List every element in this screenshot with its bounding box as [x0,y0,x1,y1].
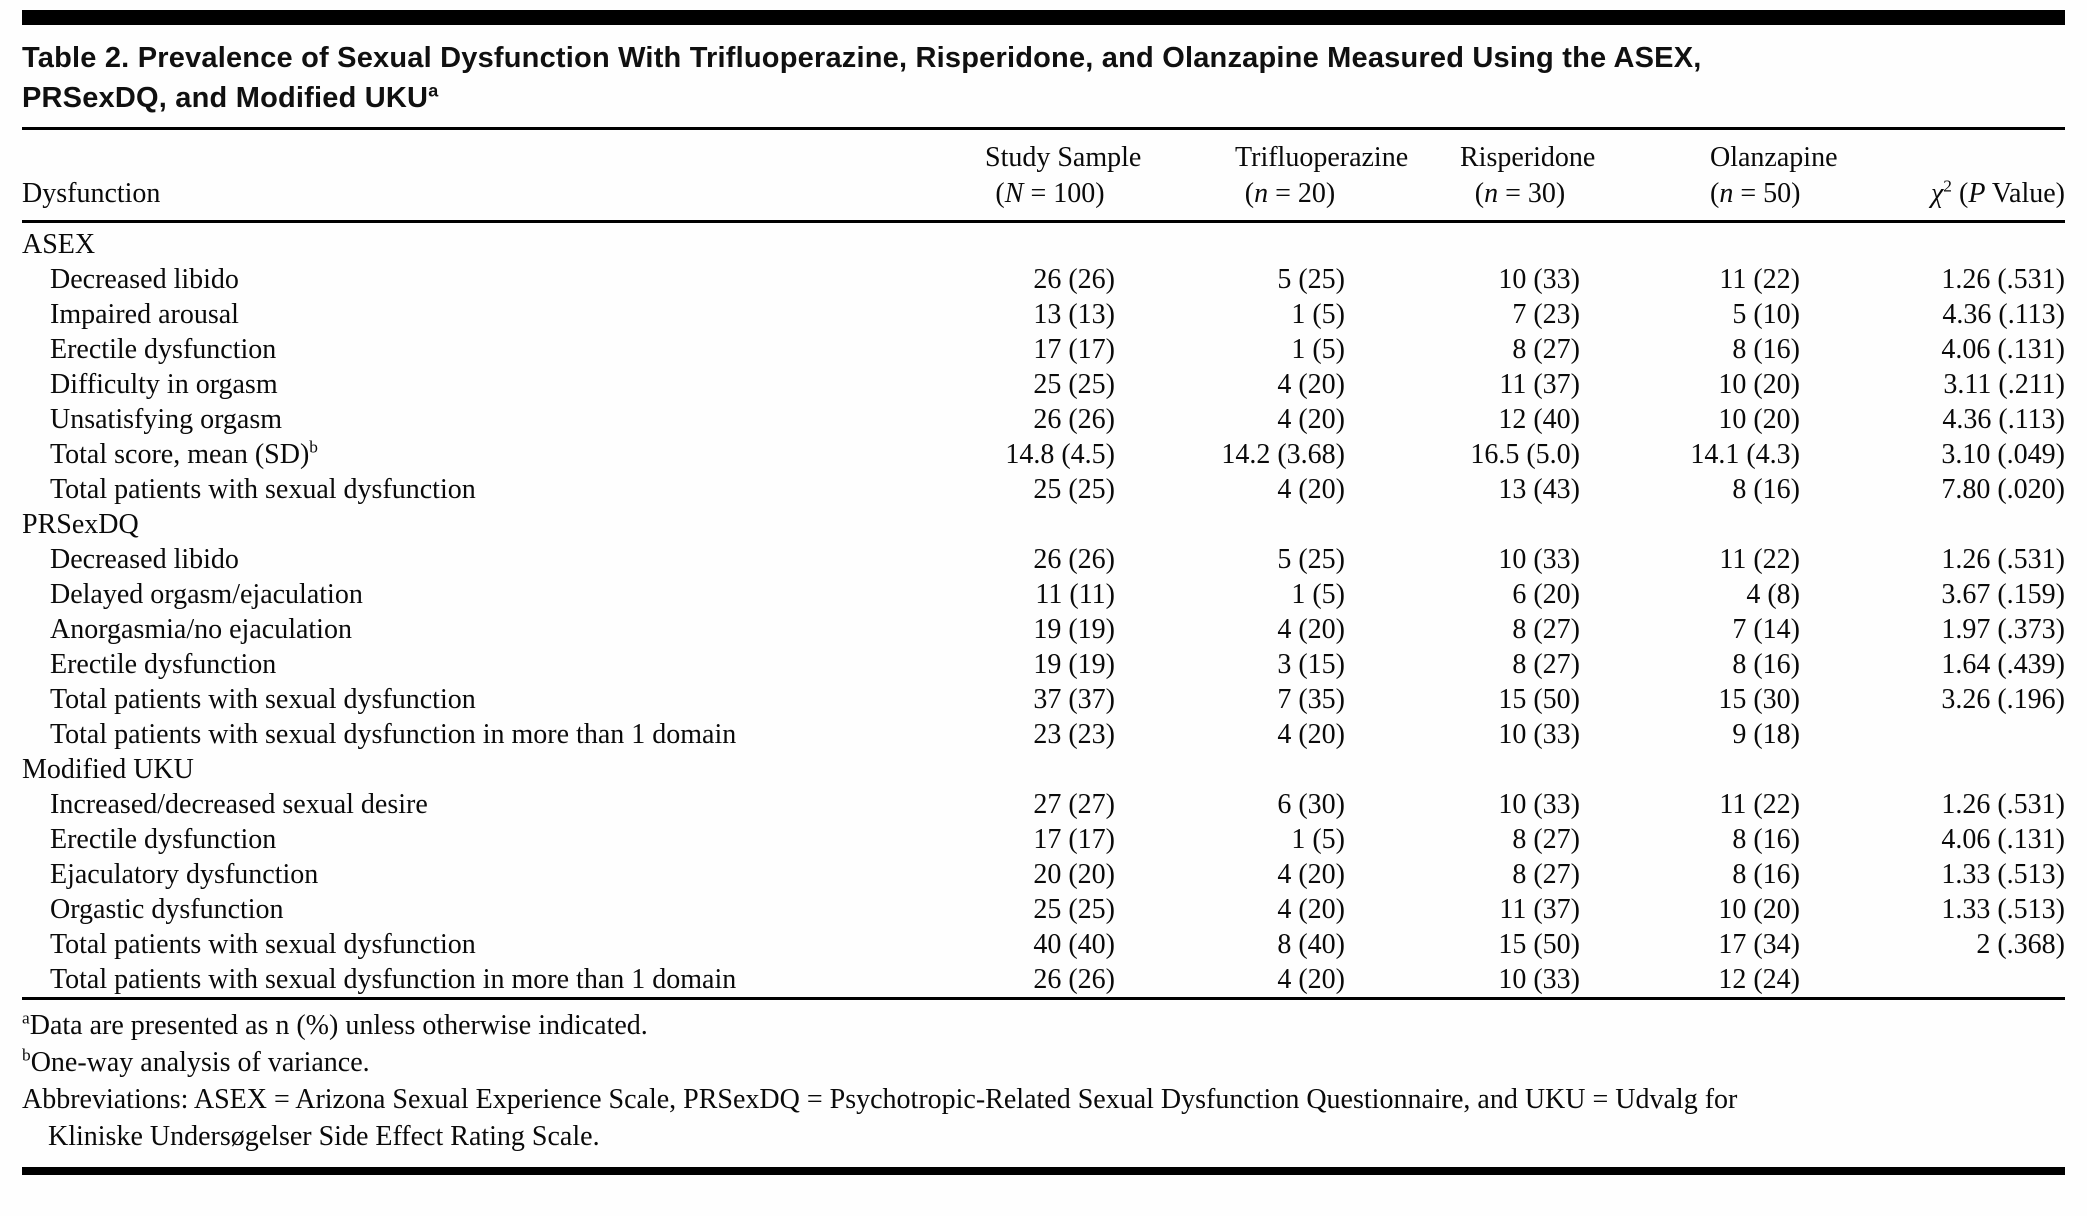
value-cell: 1 (5) [1291,579,1345,610]
value-cell: 7 (35) [1277,684,1345,715]
value-cell: 9 (18) [1732,719,1800,750]
value-cell: 14.2 (3.68) [1221,439,1345,470]
value-cell: 3.67 (.159) [1941,579,2065,610]
footnote-marker: a [22,1008,30,1028]
value-cell: 1.26 (.531) [1941,544,2065,575]
value-cell: 12 (24) [1718,964,1800,995]
value-cell: 16.5 (5.0) [1470,439,1580,470]
table-header [22,130,2065,222]
value-cell: 17 (17) [1033,824,1115,855]
value-cell [1800,962,2065,997]
value-cell: 4.06 (.131) [1941,824,2065,855]
table-title-line2: PRSexDQ, and Modified UKU$^a$ [22,80,439,114]
row-label: Anorgasmia/no ejaculation [50,614,352,645]
table-row [22,332,2065,367]
value-cell: 12 (40) [1498,404,1580,435]
table-row [22,962,2065,997]
value-cell: 8 (27) [1512,614,1580,645]
value-cell: 7.80 (.020) [1941,474,2065,505]
table-row [22,927,2065,962]
value-cell: 37 (37) [1033,684,1115,715]
table-row [22,402,2065,437]
row-label: Total patients with sexual dysfunction [50,474,476,505]
value-cell: 11 (22) [1719,789,1800,820]
value-cell: 5 (10) [1732,299,1800,330]
value-cell: 4 (20) [1277,964,1345,995]
value-cell: 10 (33) [1498,789,1580,820]
value-cell: 8 (27) [1512,649,1580,680]
section-label: ASEX [22,229,96,260]
table-row [22,857,2065,892]
table-row [22,297,2065,332]
table-row [22,682,2065,717]
value-cell: 5 (25) [1277,544,1345,575]
footnote-line: Abbreviations: ASEX = Arizona Sexual Experience Scale, PRSexDQ = Psychotropic-Related Sexual Dysfunction Questionnaire, and UKU = Udvalg for [22,1084,1738,1115]
value-cell: 11 (37) [1499,369,1580,400]
value-cell: 4.06 (.131) [1941,334,2065,365]
table-row [22,577,2065,612]
value-cell: 8 (16) [1732,334,1800,365]
value-cell: 25 (25) [1033,369,1115,400]
row-label: Total patients with sexual dysfunction in more than 1 domain [50,719,737,750]
section-label: Modified UKU [22,754,194,785]
value-cell: 10 (33) [1498,544,1580,575]
table-row [22,262,2065,297]
value-cell: 8 (27) [1512,824,1580,855]
chi-square-exponent: 2 [1943,176,1952,196]
value-cell: 4 (8) [1746,579,1800,610]
value-cell: 19 (19) [1033,649,1115,680]
value-cell: 15 (30) [1718,684,1800,715]
value-cell: 1.26 (.531) [1941,264,2065,295]
value-cell: 1.26 (.531) [1941,789,2065,820]
row-label: Erectile dysfunction [50,334,277,365]
row-label: Increased/decreased sexual desire [50,789,428,820]
value-cell: 2 (.368) [1976,929,2065,960]
value-cell: 20 (20) [1033,859,1115,890]
value-cell: 4 (20) [1277,859,1345,890]
value-cell: 4.36 (.113) [1942,299,2065,330]
column-header-chi-square-p-value: $\chi^2$ (P Value) [1930,176,2065,209]
section-header-row [22,507,2065,542]
footnote-marker-a: a [428,80,439,101]
value-cell: 19 (19) [1033,614,1115,645]
value-cell: 3.26 (.196) [1941,684,2065,715]
value-cell: 1.33 (.513) [1941,894,2065,925]
row-label: Erectile dysfunction [50,824,277,855]
table-row [22,437,2065,472]
value-cell [1800,717,2065,752]
value-cell: 17 (34) [1718,929,1800,960]
table-row [22,822,2065,857]
value-cell: 4.36 (.113) [1942,404,2065,435]
value-cell: 14.1 (4.3) [1690,439,1800,470]
row-label: Decreased libido [50,544,239,575]
row-label: Decreased libido [50,264,239,295]
value-cell: 8 (16) [1732,859,1800,890]
value-cell: 6 (20) [1512,579,1580,610]
row-label: Ejaculatory dysfunction [50,859,319,890]
footnote-marker: b [22,1045,31,1065]
bottom-rule-bar [22,1167,2065,1175]
value-cell: 26 (26) [1033,544,1115,575]
value-cell: 4 (20) [1277,719,1345,750]
value-cell: 14.8 (4.5) [1005,439,1115,470]
value-cell: 11 (22) [1719,544,1800,575]
value-cell: 8 (40) [1277,929,1345,960]
table-title-line1: Table 2. Prevalence of Sexual Dysfunction With Trifluoperazine, Risperidone, and Olanzapine Measured Using the ASEX, [22,42,1702,74]
value-cell: 15 (50) [1498,684,1580,715]
section-header-row [22,222,2065,263]
value-cell: 4 (20) [1277,614,1345,645]
table-row [22,717,2065,752]
section-header-row [22,752,2065,787]
footnotes [22,1000,2065,1159]
value-cell: 7 (23) [1512,299,1580,330]
row-label: Total patients with sexual dysfunction [50,684,476,715]
column-header-risperidone: Risperidone (n = 30) [1460,142,1596,209]
value-cell: 1 (5) [1291,334,1345,365]
section-label: PRSexDQ [22,509,139,540]
value-cell: 1.33 (.513) [1941,859,2065,890]
value-cell: 3.10 (.049) [1941,439,2065,470]
value-cell: 8 (27) [1512,859,1580,890]
table-row [22,612,2065,647]
row-label: Impaired arousal [50,299,239,330]
footnote-line: Kliniske Undersøgelser Side Effect Rating Scale. [48,1121,600,1152]
column-header-study-sample: Study Sample (N = 100) [985,142,1142,209]
value-cell: 25 (25) [1033,894,1115,925]
value-cell: 4 (20) [1277,404,1345,435]
value-cell: 25 (25) [1033,474,1115,505]
footnote-line: $^b$One-way analysis of variance. [22,1045,370,1078]
row-label: Erectile dysfunction [50,649,277,680]
column-header-olanzapine: Olanzapine (n = 50) [1710,142,1838,209]
data-table [22,130,2065,997]
table-title [22,38,2065,118]
value-cell: 5 (25) [1277,264,1345,295]
value-cell: 8 (16) [1732,824,1800,855]
value-cell: 23 (23) [1033,719,1115,750]
value-cell: 10 (33) [1498,964,1580,995]
value-cell: 26 (26) [1033,404,1115,435]
value-cell: 11 (11) [1035,579,1115,610]
row-label: Difficulty in orgasm [50,369,278,400]
top-rule-bar [22,10,2065,25]
value-cell: 4 (20) [1277,474,1345,505]
footnote-marker-b: b [309,437,318,457]
value-cell: 10 (20) [1718,369,1800,400]
row-label: Orgastic dysfunction [50,894,284,925]
value-cell: 4 (20) [1277,369,1345,400]
value-cell: 26 (26) [1033,964,1115,995]
value-cell: 10 (33) [1498,264,1580,295]
table-row [22,647,2065,682]
table-row [22,892,2065,927]
row-label: Total patients with sexual dysfunction [50,929,476,960]
value-cell: 1 (5) [1291,824,1345,855]
row-label: Unsatisfying orgasm [50,404,283,435]
column-header-dysfunction: Dysfunction [22,178,161,209]
row-label: Total score, mean (SD)$^b$ [50,437,318,470]
value-cell: 27 (27) [1033,789,1115,820]
value-cell: 6 (30) [1277,789,1345,820]
table-body [22,222,2065,998]
value-cell: 13 (13) [1033,299,1115,330]
value-cell: 3 (15) [1277,649,1345,680]
value-cell: 10 (33) [1498,719,1580,750]
table-row [22,472,2065,507]
value-cell: 11 (22) [1719,264,1800,295]
table-row [22,367,2065,402]
value-cell: 11 (37) [1499,894,1580,925]
header-row [22,130,2065,222]
value-cell: 7 (14) [1732,614,1800,645]
value-cell: 17 (17) [1033,334,1115,365]
value-cell: 1.64 (.439) [1941,649,2065,680]
value-cell: 1.97 (.373) [1941,614,2065,645]
table-row [22,542,2065,577]
footnote-line: $^a$Data are presented as n (%) unless otherwise indicated. [22,1008,648,1041]
row-label: Total patients with sexual dysfunction in more than 1 domain [50,964,737,995]
value-cell: 13 (43) [1498,474,1580,505]
value-cell: 8 (27) [1512,334,1580,365]
table-row [22,787,2065,822]
value-cell: 1 (5) [1291,299,1345,330]
value-cell: 26 (26) [1033,264,1115,295]
value-cell: 40 (40) [1033,929,1115,960]
value-cell: 3.11 (.211) [1943,369,2065,400]
column-header-trifluoperazine: Trifluoperazine (n = 20) [1235,142,1409,209]
value-cell: 8 (16) [1732,649,1800,680]
row-label: Delayed orgasm/ejaculation [50,579,363,610]
value-cell: 15 (50) [1498,929,1580,960]
value-cell: 10 (20) [1718,894,1800,925]
value-cell: 8 (16) [1732,474,1800,505]
value-cell: 10 (20) [1718,404,1800,435]
value-cell: 4 (20) [1277,894,1345,925]
